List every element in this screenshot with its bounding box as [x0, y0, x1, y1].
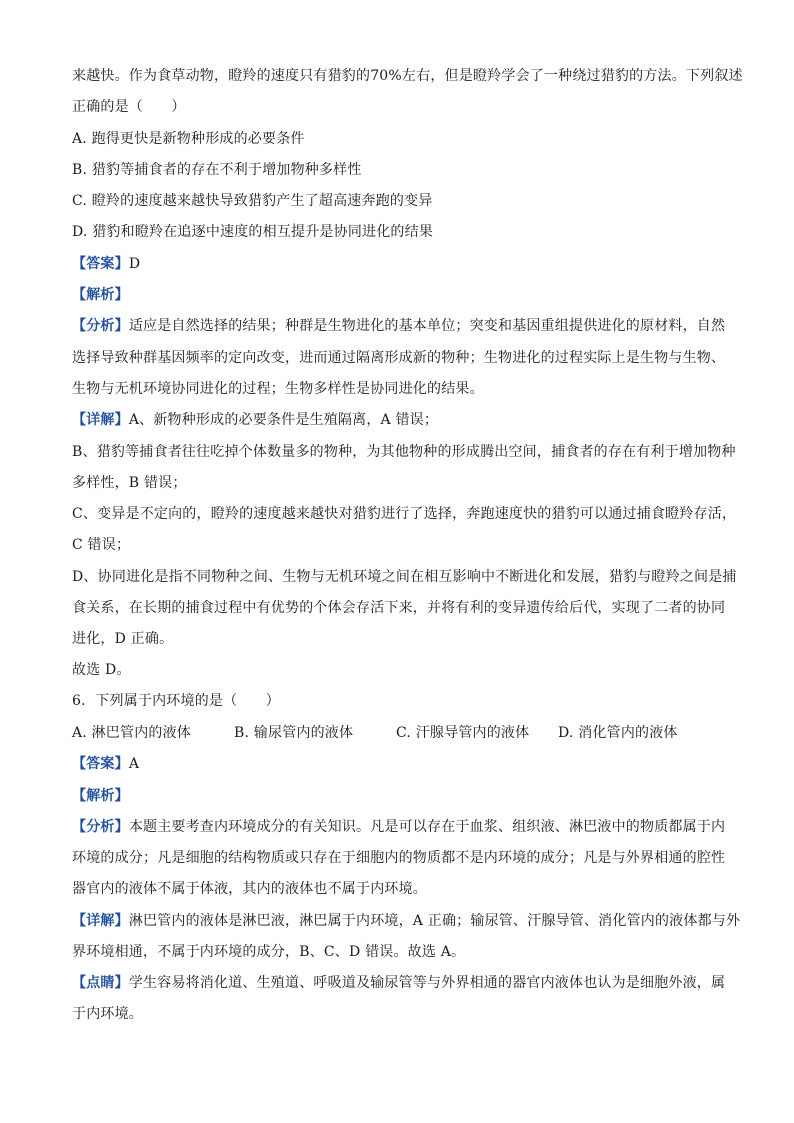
q5-jiexi-tag: 【解析】 — [72, 287, 129, 303]
q6-fenxi-text-1: 本题主要考查内环境成分的有关知识。凡是可以存在于血浆、组织液、淋巴液中的物质都属于内 — [128, 819, 726, 835]
q5-answer-line — [72, 254, 732, 274]
q5-stem-line-2: 正确的是（ ） — [72, 99, 186, 115]
q6-xiangjie-line-2: 界环境相通，不属于内环境的成分，B、C、D 错误。故选 A。 — [72, 944, 466, 960]
q5-fenxi-line-2: 选择导致种群基因频率的定向改变，进而通过隔离形成新的物种；生物进化的过程实际上是生物与生物、 — [72, 350, 726, 366]
q5-fenxi-text-1: 适应是自然选择的结果；种群是生物进化的基本单位；突变和基因重组提供进化的原材料，自然 — [128, 318, 726, 334]
q5-xiangjie-b-1: B、猎豹等捕食者往往吃掉个体数量多的物种，为其他物种的形成腾出空间，捕食者的存在有利于增加物种 — [72, 444, 736, 460]
q5-answer-tag: 【答案】 — [72, 256, 129, 272]
q5-xiangjie-tag: 【详解】 — [72, 412, 129, 428]
q6-option-c: C. 汗腺导管内的液体 — [396, 725, 530, 741]
q5-option-b: B. 猎豹等捕食者的存在不利于增加物种多样性 — [72, 162, 362, 178]
q5-xiangjie-line-a — [72, 410, 732, 430]
q6-dianjing-tag: 【点睛】 — [72, 975, 129, 991]
q6-fenxi-tag: 【分析】 — [72, 819, 129, 835]
q5-stem-line-1: 来越快。作为食草动物，瞪羚的速度只有猎豹的70%左右，但是瞪羚学会了一种绕过猎豹的方法。下列叙述 — [72, 68, 743, 84]
q5-option-c: C. 瞪羚的速度越来越快导致猎豹产生了超高速奔跑的变异 — [72, 193, 433, 209]
q6-dianjing-text-1: 学生容易将消化道、生殖道、呼吸道及输尿管等与外界相通的器官内液体也认为是细胞外液，属 — [128, 975, 726, 991]
q6-answer-line — [72, 754, 732, 774]
q5-fenxi-line-3: 生物与无机环境协同进化的过程；生物多样性是协同进化的结果。 — [72, 381, 484, 397]
q6-dianjing-line-1 — [72, 973, 732, 993]
q6-jiexi-tag: 【解析】 — [72, 788, 129, 804]
q5-choose: 故选 D。 — [72, 662, 131, 678]
q6-xiangjie-tag: 【详解】 — [72, 913, 129, 929]
q6-option-b: B. 输尿管内的液体 — [234, 725, 354, 741]
q5-fenxi-tag: 【分析】 — [72, 318, 129, 334]
q5-xiangjie-c-1: C、变异是不定向的，瞪羚的速度越来越快对猎豹进行了选择，奔跑速度快的猎豹可以通过捕食瞪羚存活， — [72, 506, 737, 522]
q5-xiangjie-a: A、新物种形成的必要条件是生殖隔离，A 错误； — [128, 412, 439, 428]
q6-stem: 6．下列属于内环境的是（ ） — [72, 693, 280, 709]
q6-dianjing-line-2: 于内环境。 — [72, 1006, 143, 1022]
q5-answer-value: D — [128, 256, 141, 272]
q6-xiangjie-line-1 — [72, 911, 741, 931]
q5-xiangjie-d-2: 食关系，在长期的捕食过程中有优势的个体会存活下来，并将有利的变异遗传给后代，实现了二者的协同 — [72, 600, 726, 616]
q5-option-a: A. 跑得更快是新物种形成的必要条件 — [72, 131, 305, 147]
q5-xiangjie-b-2: 多样性，B 错误； — [72, 475, 187, 491]
q5-xiangjie-d-3: 进化，D 正确。 — [72, 631, 174, 647]
q6-fenxi-line-1 — [72, 817, 732, 837]
q6-option-a: A. 淋巴管内的液体 — [72, 725, 192, 741]
q6-fenxi-line-3: 器官内的液体不属于体液，其内的液体也不属于内环境。 — [72, 881, 427, 897]
q5-xiangjie-d-1: D、协同进化是指不同物种之间、生物与无机环境之间在相互影响中不断进化和发展，猎豹与瞪羚之间是捕 — [72, 569, 737, 585]
q5-option-d: D. 猎豹和瞪羚在追逐中速度的相互提升是协同进化的结果 — [72, 224, 434, 240]
q5-fenxi-line-1 — [72, 316, 732, 336]
q6-options — [72, 723, 732, 743]
q6-option-d: D. 消化管内的液体 — [558, 725, 678, 741]
q5-xiangjie-c-2: C 错误； — [72, 537, 131, 553]
q6-answer-value: A — [128, 756, 140, 772]
q6-xiangjie-text-1: 淋巴管内的液体是淋巴液，淋巴属于内环境，A 正确；输尿管、汗腺导管、消化管内的液体都与外 — [128, 913, 741, 929]
q6-answer-tag: 【答案】 — [72, 756, 129, 772]
q6-fenxi-line-2: 环境的成分；凡是细胞的结构物质或只存在于细胞内的物质都不是内环境的成分；凡是与外界相通的腔性 — [72, 850, 726, 866]
